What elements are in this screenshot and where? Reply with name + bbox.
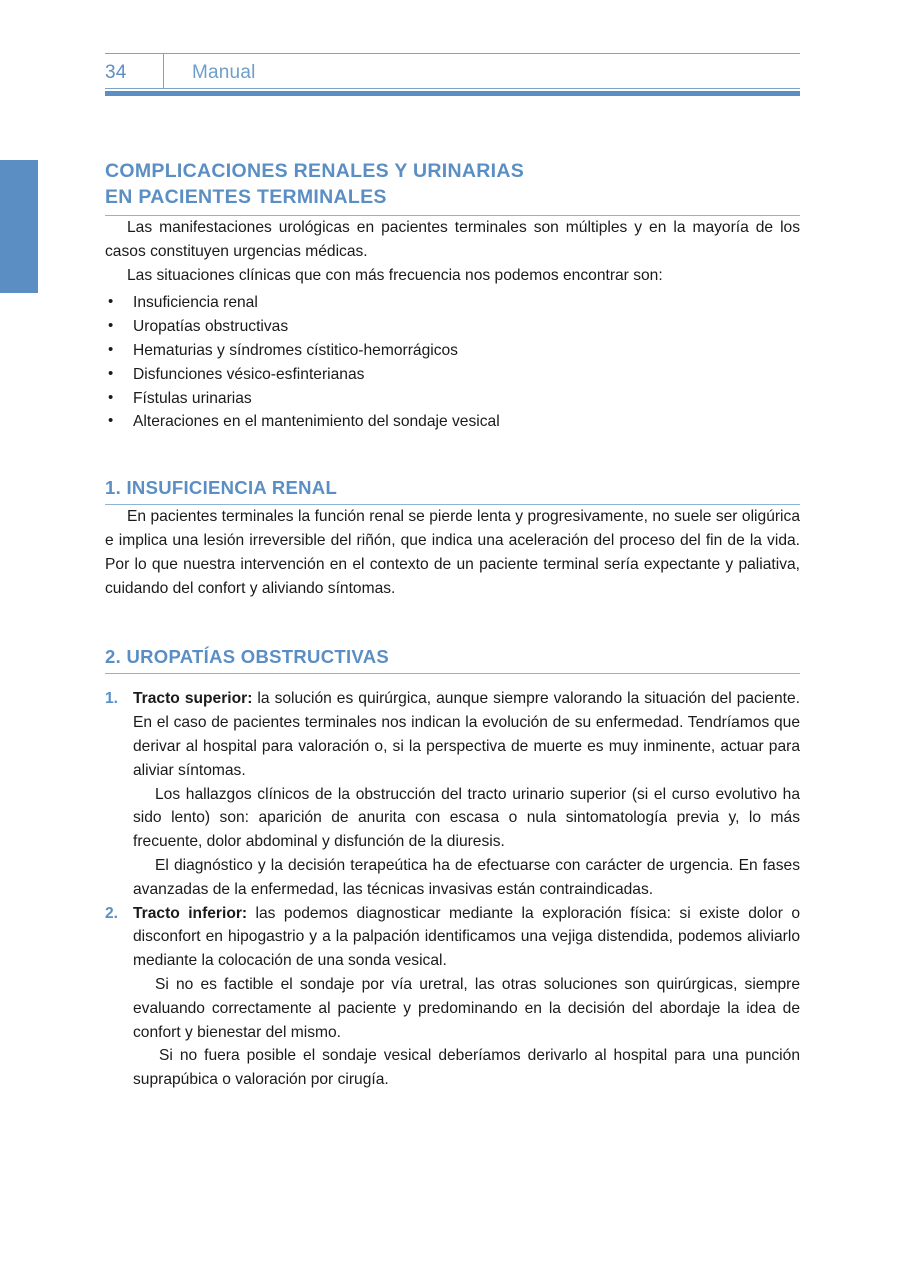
list-item: • Alteraciones en el mantenimiento del sondaje vesical	[105, 410, 800, 434]
section-1-paragraph: En pacientes terminales la función renal se pierde lenta y progresivamente, no suele ser oligúrica e implica una lesión irreversible del riñón, que indica una aceleración del proceso del fin de la vida. Por lo que nuestra intervención en el contexto de un paciente terminal sería expectante y paliativa, cuidando del confort y aliviando síntomas.	[105, 508, 800, 597]
running-header	[105, 53, 800, 89]
item-2-sub-paragraph-1: Si no es factible el sondaje por vía uretral, las otras soluciones son quirúrgicas, siempre evaluando correctamente al paciente y predominando en la decisión del abordaje la idea de confort y bienestar del mismo.	[133, 975, 800, 1041]
header-accent-rule	[105, 91, 800, 96]
list-item	[105, 902, 800, 1092]
item-2-main-paragraph	[133, 902, 800, 973]
list-item: • Uropatías obstructivas	[105, 315, 800, 339]
item-1-sub-paragraph-1: Los hallazgos clínicos de la obstrucción del tracto urinario superior (si el curso evolutivo ha sido lento) son: aparición de anurita con escasa o nula sintomatología previa y, lo más frecuente, dolor abdominal y disfunción de la diuresis.	[133, 785, 800, 851]
header-title: Manual	[192, 62, 256, 83]
item-2-text: las podemos diagnosticar mediante la exploración física: si existe dolor o disconfort en hipogastrio y a la palpación identificamos una vejiga distendida, podemos aliviarlo mediante la colocación de una sonda vesical.	[133, 904, 800, 970]
section-heading-2: 2. UROPATÍAS OBSTRUCTIVAS	[105, 646, 800, 674]
section-thumb-tab	[0, 160, 38, 293]
uropathies-list	[105, 687, 800, 1092]
intro-paragraph: Las manifestaciones urológicas en pacientes terminales son múltiples y en la mayoría de los casos constituyen urgencias médicas.	[105, 219, 800, 260]
page-title-line-2: EN PACIENTES TERMINALES	[105, 186, 387, 208]
page-title	[105, 158, 800, 216]
manifestations-list	[105, 291, 800, 434]
page-content	[105, 0, 800, 1092]
list-item: • Hematurias y síndromes cístitico-hemorrágicos	[105, 339, 800, 363]
item-1-sub-paragraph-2: El diagnóstico y la decisión terapeútica ha de efectuarse con carácter de urgencia. En fases avanzadas de la enfermedad, las técnicas invasivas están contraindicadas.	[133, 856, 800, 898]
section-heading-1: 1. INSUFICIENCIA RENAL	[105, 477, 800, 505]
item-2-sub-paragraph-2: Si no fuera posible el sondaje vesical deberíamos derivarlo al hospital para una punción suprapúbica o valoración por cirugía.	[133, 1047, 800, 1089]
list-item: • Insuficiencia renal	[105, 291, 800, 315]
list-item: • Disfunciones vésico-esfinterianas	[105, 363, 800, 387]
item-1-lead-in: Tracto superior:	[133, 690, 253, 708]
list-item: • Fístulas urinarias	[105, 387, 800, 411]
item-2-lead-in: Tracto inferior:	[133, 904, 248, 922]
list-marker: 1.	[105, 690, 119, 708]
page-title-line-1: COMPLICACIONES RENALES Y URINARIAS	[105, 160, 525, 182]
page-number: 34	[105, 62, 127, 83]
list-marker: 2.	[105, 904, 119, 922]
list-item	[105, 687, 800, 901]
item-1-text: la solución es quirúrgica, aunque siempre valorando la situación del paciente. En el caso de pacientes terminales nos indican la evolución de su enfermedad. Tendríamos que derivar al hospital para valoración o, si la perspectiva de muerte es muy inminente, actuar para aliviar síntomas.	[133, 690, 800, 779]
intro-lead-paragraph: Las situaciones clínicas que con más frecuencia nos podemos encontrar son:	[127, 266, 663, 284]
item-1-main-paragraph	[133, 687, 800, 782]
